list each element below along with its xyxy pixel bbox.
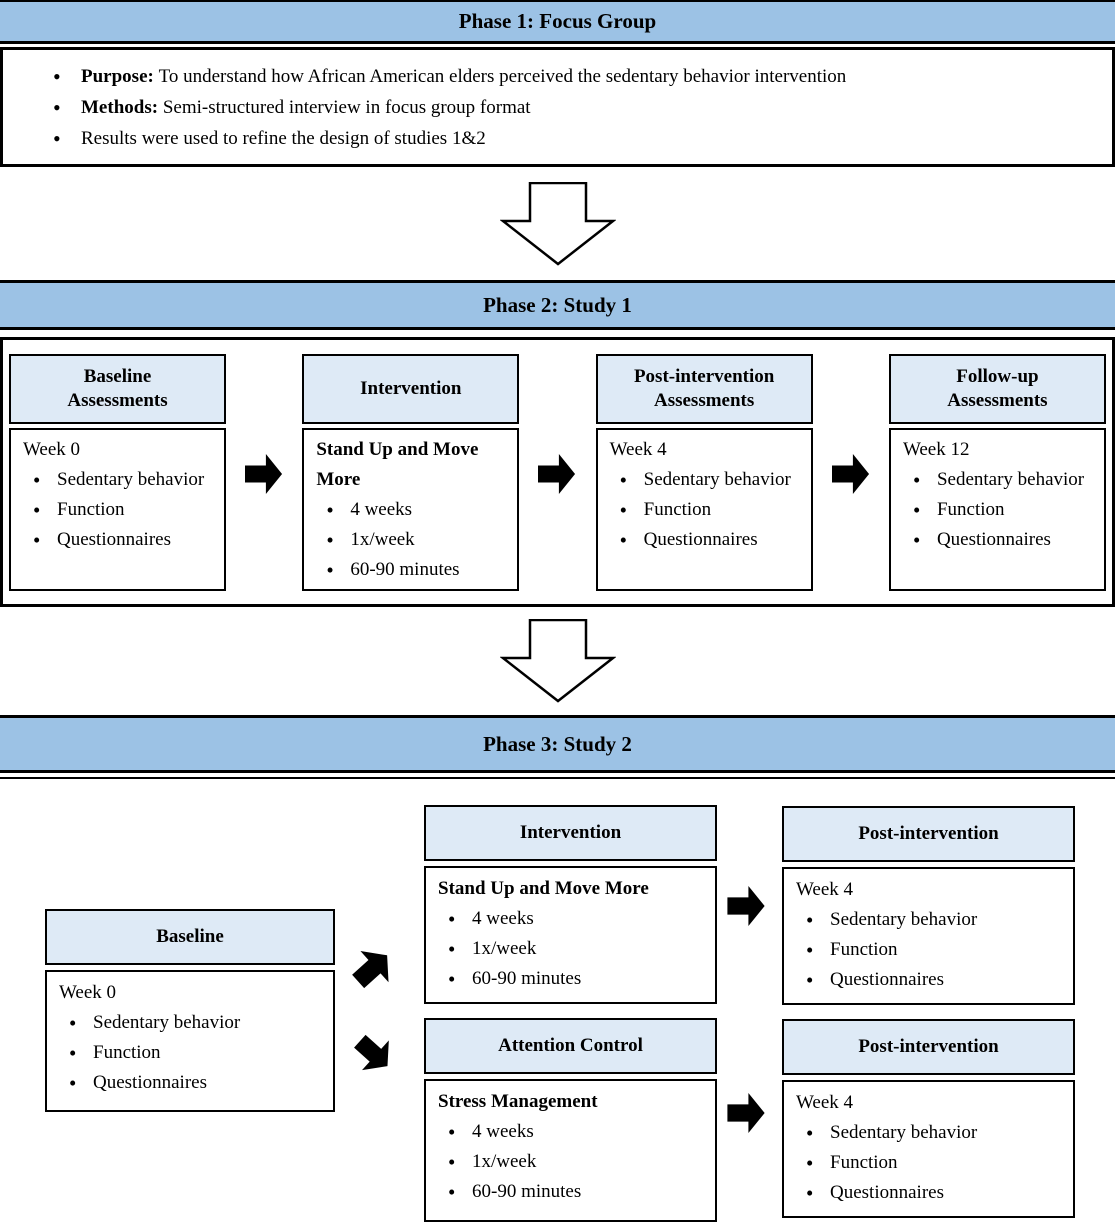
phase1-to-phase2-connector bbox=[0, 167, 1115, 280]
right-arrow-icon bbox=[724, 1092, 769, 1134]
down-right-arrow-icon bbox=[344, 1024, 405, 1085]
bullet-text: Function bbox=[643, 499, 712, 520]
column-body bbox=[302, 428, 519, 591]
bullet-text: Sedentary behavior bbox=[57, 469, 205, 490]
bullet-item bbox=[794, 1178, 1065, 1208]
bullet-item bbox=[794, 1148, 1065, 1178]
phase3-attention-control-box bbox=[424, 1018, 717, 1222]
right-arrow-icon bbox=[538, 452, 576, 496]
bullet-item bbox=[21, 465, 216, 495]
bullet-item bbox=[436, 964, 707, 994]
bullet-item bbox=[21, 525, 216, 555]
column-header: Post-intervention bbox=[782, 806, 1075, 862]
bullet-text: 1x/week bbox=[472, 938, 537, 959]
body-bullet-list bbox=[794, 1118, 1065, 1208]
column-header: Intervention bbox=[424, 805, 717, 861]
phase2-bar bbox=[0, 280, 1115, 330]
body-intro: Week 4 bbox=[609, 439, 667, 460]
body-bullet-list bbox=[901, 465, 1096, 555]
bullet-text: 4 weeks bbox=[350, 499, 413, 520]
bullet-text: 60-90 minutes bbox=[350, 559, 460, 580]
bullet-item bbox=[51, 123, 1092, 154]
bullet-text: To understand how African American elders perceived the sedentary behavior intervention bbox=[158, 66, 847, 87]
body-bullet-list bbox=[436, 1117, 707, 1207]
bullet-item bbox=[901, 495, 1096, 525]
bullet-text: 4 weeks bbox=[472, 908, 534, 929]
phase2-column-intervention bbox=[302, 354, 519, 591]
phase3-title: Phase 3: Study 2 bbox=[483, 731, 632, 756]
bullet-text: Sedentary behavior bbox=[830, 1122, 978, 1143]
bullet-text: 60-90 minutes bbox=[472, 1181, 582, 1202]
phase1-bullet-list bbox=[51, 61, 1092, 154]
bullet-item bbox=[436, 934, 707, 964]
bullet-text: 4 weeks bbox=[472, 1121, 534, 1142]
body-intro: Week 12 bbox=[902, 439, 970, 460]
column-body bbox=[889, 428, 1106, 591]
phase2-content-box bbox=[0, 337, 1115, 607]
phase1-title: Phase 1: Focus Group bbox=[458, 9, 657, 33]
body-intro: Week 4 bbox=[796, 879, 854, 900]
bullet-text: Questionnaires bbox=[830, 1182, 944, 1203]
bullet-item bbox=[436, 1177, 707, 1207]
bullet-text: Sedentary behavior bbox=[643, 469, 791, 490]
body-intro: Week 4 bbox=[796, 1092, 854, 1113]
column-body bbox=[424, 1079, 717, 1222]
bullet-item bbox=[608, 525, 803, 555]
bullet-item bbox=[314, 495, 509, 525]
bullet-item bbox=[794, 905, 1065, 935]
down-arrow-icon bbox=[500, 182, 616, 266]
bullet-label: Methods: bbox=[81, 97, 163, 118]
column-header: Attention Control bbox=[424, 1018, 717, 1074]
bullet-text: Questionnaires bbox=[93, 1072, 207, 1093]
bullet-text: Function bbox=[830, 939, 898, 960]
bullet-text: Sedentary behavior bbox=[93, 1012, 241, 1033]
bullet-label: Purpose: bbox=[81, 66, 159, 87]
body-bullet-list bbox=[21, 465, 216, 555]
bullet-item bbox=[436, 1117, 707, 1147]
bullet-text: 1x/week bbox=[472, 1151, 537, 1172]
bullet-text: Results were used to refine the design of studies 1&2 bbox=[81, 128, 486, 149]
bullet-item bbox=[51, 92, 1092, 123]
column-body bbox=[45, 970, 335, 1112]
column-header: Intervention bbox=[302, 354, 519, 424]
body-bullet-list bbox=[57, 1008, 325, 1098]
bullet-text: Semi-structured interview in focus group format bbox=[162, 97, 531, 118]
phase3-post-intervention-box-bottom bbox=[782, 1019, 1075, 1218]
body-intro: Stand Up and Move More bbox=[316, 439, 479, 490]
bullet-text: 1x/week bbox=[350, 529, 415, 550]
right-arrow-icon bbox=[724, 885, 769, 927]
bullet-item bbox=[436, 1147, 707, 1177]
column-body bbox=[424, 866, 717, 1004]
phase2-column-follow-up bbox=[889, 354, 1106, 591]
phase3-content-area bbox=[0, 779, 1115, 1224]
bullet-item bbox=[57, 1008, 325, 1038]
column-body bbox=[9, 428, 226, 591]
column-header: Baseline Assessments bbox=[9, 354, 226, 424]
phase2-column-baseline-assessments bbox=[9, 354, 226, 591]
bullet-item bbox=[794, 965, 1065, 995]
body-bullet-list bbox=[314, 495, 509, 585]
bullet-text: Function bbox=[93, 1042, 161, 1063]
bullet-item bbox=[314, 525, 509, 555]
bullet-text: Questionnaires bbox=[936, 529, 1051, 550]
down-arrow-icon bbox=[500, 619, 616, 703]
bullet-item bbox=[57, 1038, 325, 1068]
bullet-item bbox=[794, 935, 1065, 965]
body-intro: Stress Management bbox=[438, 1091, 598, 1112]
column-header: Baseline bbox=[45, 909, 335, 965]
right-arrow-icon bbox=[832, 452, 870, 496]
phase3-post-intervention-box-top bbox=[782, 806, 1075, 1005]
column-body bbox=[782, 867, 1075, 1005]
phase1-content-box bbox=[0, 47, 1115, 167]
right-arrow-icon bbox=[245, 452, 283, 496]
bullet-item bbox=[794, 1118, 1065, 1148]
column-header: Post-intervention Assessments bbox=[596, 354, 813, 424]
body-bullet-list bbox=[794, 905, 1065, 995]
column-header: Follow-up Assessments bbox=[889, 354, 1106, 424]
column-body bbox=[782, 1080, 1075, 1218]
bullet-text: Function bbox=[936, 499, 1005, 520]
up-right-arrow-icon bbox=[341, 936, 405, 999]
bullet-item bbox=[57, 1068, 325, 1098]
bullet-text: Questionnaires bbox=[830, 969, 944, 990]
bullet-text: Questionnaires bbox=[643, 529, 758, 550]
phase2-to-phase3-connector bbox=[0, 607, 1115, 715]
phase3-intervention-box bbox=[424, 805, 717, 1004]
column-body bbox=[596, 428, 813, 591]
bullet-text: 60-90 minutes bbox=[472, 968, 582, 989]
phase3-bar bbox=[0, 715, 1115, 773]
bullet-item bbox=[314, 555, 509, 585]
bullet-text: Sedentary behavior bbox=[830, 909, 978, 930]
bullet-item bbox=[901, 465, 1096, 495]
bullet-item bbox=[608, 495, 803, 525]
phase2-title: Phase 2: Study 1 bbox=[483, 292, 632, 317]
phase1-bar bbox=[0, 0, 1115, 44]
bullet-item bbox=[901, 525, 1096, 555]
phase3-baseline-box bbox=[45, 909, 335, 1112]
bullet-item bbox=[51, 61, 1092, 92]
bullet-item bbox=[21, 495, 216, 525]
phase2-column-post-intervention bbox=[596, 354, 813, 591]
column-header: Post-intervention bbox=[782, 1019, 1075, 1075]
body-intro: Week 0 bbox=[59, 982, 117, 1003]
bullet-item bbox=[608, 465, 803, 495]
bullet-item bbox=[436, 904, 707, 934]
body-bullet-list bbox=[436, 904, 707, 994]
body-bullet-list bbox=[608, 465, 803, 555]
bullet-text: Function bbox=[57, 499, 125, 520]
bullet-text: Function bbox=[830, 1152, 898, 1173]
body-intro: Week 0 bbox=[23, 439, 81, 460]
bullet-text: Sedentary behavior bbox=[936, 469, 1085, 490]
body-intro: Stand Up and Move More bbox=[438, 878, 649, 899]
bullet-text: Questionnaires bbox=[57, 529, 171, 550]
